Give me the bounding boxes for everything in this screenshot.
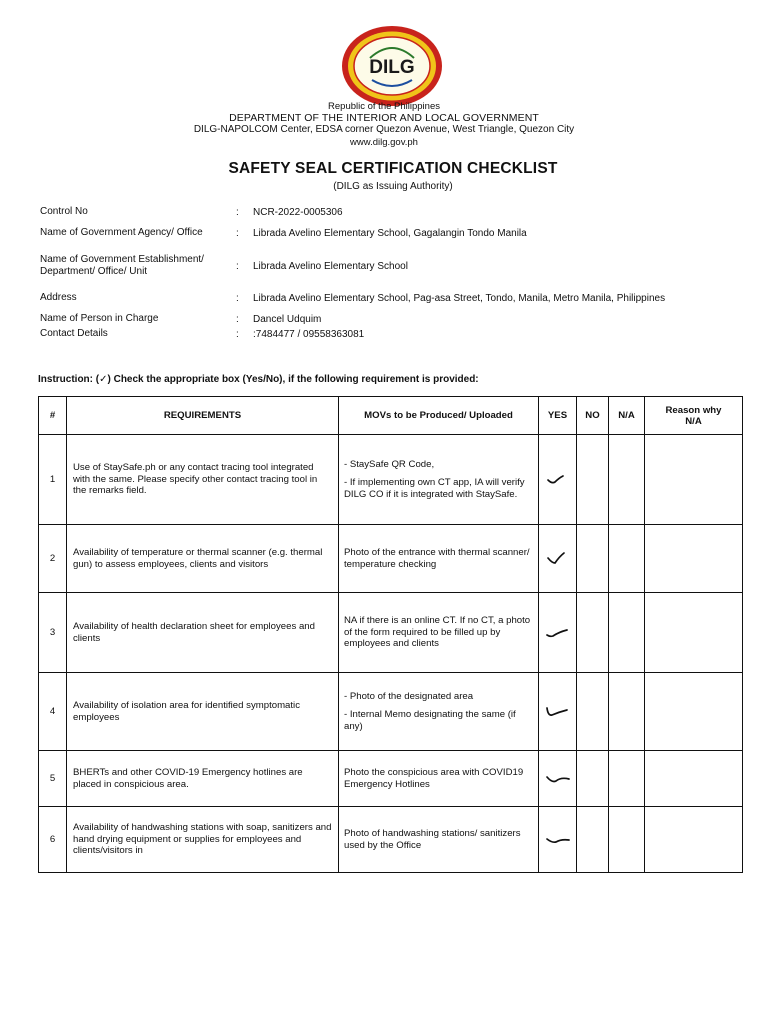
contact-value: :7484477 / 09558363081 bbox=[253, 328, 365, 340]
info-colon: : bbox=[236, 260, 239, 272]
info-colon: : bbox=[236, 292, 239, 304]
requirement-text: Use of StaySafe.ph or any contact tracing tool integrated with the same. Please specify other contact tracing tool in the remarks field. bbox=[67, 435, 339, 525]
info-row-person bbox=[40, 311, 740, 327]
requirement-text: Availability of health declaration sheet for employees and clients bbox=[67, 593, 339, 673]
na-checkbox-cell[interactable] bbox=[609, 593, 645, 673]
check-mark-icon bbox=[545, 472, 571, 488]
establishment-value: Librada Avelino Elementary School bbox=[253, 260, 408, 272]
header-reason: Reason why N/A bbox=[645, 397, 743, 435]
table-row bbox=[39, 593, 743, 673]
header-yes: YES bbox=[539, 397, 577, 435]
info-label: Control No bbox=[40, 206, 88, 217]
info-colon: : bbox=[236, 313, 239, 325]
row-number: 5 bbox=[39, 751, 67, 807]
document-subtitle: (DILG as Issuing Authority) bbox=[333, 181, 453, 192]
republic-text: Republic of the Philippines bbox=[328, 101, 440, 112]
table-header-row bbox=[39, 397, 743, 435]
header-movs: MOVs to be Produced/ Uploaded bbox=[339, 397, 539, 435]
check-mark-icon bbox=[545, 771, 571, 787]
table-row bbox=[39, 673, 743, 751]
movs-cell bbox=[339, 435, 539, 525]
check-mark-icon bbox=[545, 832, 571, 848]
requirement-text: Availability of handwashing stations with soap, sanitizers and hand drying equipment or supplies for employees and clients/visitors in bbox=[67, 807, 339, 873]
info-row-contact bbox=[40, 327, 740, 341]
yes-checkbox-cell[interactable] bbox=[539, 751, 577, 807]
requirement-text: Availability of temperature or thermal scanner (e.g. thermal gun) to assess employees, clients and visitors bbox=[67, 525, 339, 593]
reason-cell[interactable] bbox=[645, 751, 743, 807]
na-checkbox-cell[interactable] bbox=[609, 751, 645, 807]
mov-item: NA if there is an online CT. If no CT, a photo of the form required to be filled up by employees and clients bbox=[344, 615, 531, 650]
row-number: 1 bbox=[39, 435, 67, 525]
reason-cell[interactable] bbox=[645, 435, 743, 525]
row-number: 3 bbox=[39, 593, 67, 673]
reason-cell[interactable] bbox=[645, 673, 743, 751]
person-value: Dancel Udquim bbox=[253, 313, 322, 325]
department-website: www.dilg.gov.ph bbox=[350, 137, 418, 148]
control-no-value: NCR-2022-0005306 bbox=[253, 206, 343, 218]
info-label: Name of Person in Charge bbox=[40, 313, 159, 324]
info-label: Name of Government Agency/ Office bbox=[40, 227, 203, 238]
mov-item: - Photo of the designated area bbox=[344, 690, 474, 702]
requirement-text: Availability of isolation area for identified symptomatic employees bbox=[67, 673, 339, 751]
yes-checkbox-cell[interactable] bbox=[539, 525, 577, 593]
no-checkbox-cell[interactable] bbox=[577, 751, 609, 807]
reason-cell[interactable] bbox=[645, 593, 743, 673]
mov-item: Photo of handwashing stations/ sanitizers used by the Office bbox=[344, 828, 521, 851]
check-mark-icon bbox=[545, 551, 571, 567]
info-row-address bbox=[40, 285, 740, 311]
info-block bbox=[40, 205, 740, 341]
mov-item: Photo of the entrance with thermal scanner/ temperature checking bbox=[344, 547, 530, 570]
no-checkbox-cell[interactable] bbox=[577, 593, 609, 673]
row-number: 6 bbox=[39, 807, 67, 873]
mov-item: - Internal Memo designating the same (if any) bbox=[344, 709, 516, 732]
no-checkbox-cell[interactable] bbox=[577, 807, 609, 873]
na-checkbox-cell[interactable] bbox=[609, 673, 645, 751]
header-requirements: REQUIREMENTS bbox=[67, 397, 339, 435]
info-colon: : bbox=[236, 328, 239, 340]
requirements-table bbox=[38, 396, 743, 873]
info-label: Address bbox=[40, 292, 77, 303]
info-colon: : bbox=[236, 227, 239, 239]
check-mark-icon bbox=[545, 704, 571, 720]
table-row bbox=[39, 435, 743, 525]
department-address: DILG-NAPOLCOM Center, EDSA corner Quezon Avenue, West Triangle, Quezon City bbox=[193, 124, 575, 135]
instruction-text: Instruction: (✓) Check the appropriate box (Yes/No), if the following requirement is provided: bbox=[38, 374, 479, 385]
yes-checkbox-cell[interactable] bbox=[539, 673, 577, 751]
movs-cell bbox=[339, 751, 539, 807]
no-checkbox-cell[interactable] bbox=[577, 673, 609, 751]
mov-item: - If implementing own CT app, IA will verify DILG CO if it is integrated with StaySafe. bbox=[344, 477, 525, 500]
department-name: DEPARTMENT OF THE INTERIOR AND LOCAL GOVERNMENT bbox=[229, 112, 539, 124]
header-na: N/A bbox=[609, 397, 645, 435]
row-number: 4 bbox=[39, 673, 67, 751]
address-value: Librada Avelino Elementary School, Pag-asa Street, Tondo, Manila, Metro Manila, Philippines bbox=[253, 292, 666, 304]
no-checkbox-cell[interactable] bbox=[577, 525, 609, 593]
info-row-agency bbox=[40, 219, 740, 247]
info-label: Name of Government Establishment/ Department/ Office/ Unit bbox=[40, 254, 204, 277]
row-number: 2 bbox=[39, 525, 67, 593]
table-row bbox=[39, 751, 743, 807]
check-mark-icon bbox=[545, 625, 571, 641]
header-no: NO bbox=[577, 397, 609, 435]
requirement-text: BHERTs and other COVID-19 Emergency hotlines are placed in conspicious area. bbox=[67, 751, 339, 807]
na-checkbox-cell[interactable] bbox=[609, 435, 645, 525]
table-row bbox=[39, 525, 743, 593]
info-label: Contact Details bbox=[40, 328, 108, 339]
info-row-control-no bbox=[40, 205, 740, 219]
mov-item: Photo the conspicious area with COVID19 Emergency Hotlines bbox=[344, 767, 524, 790]
mov-item: - StaySafe QR Code, bbox=[344, 458, 435, 470]
reason-cell[interactable] bbox=[645, 525, 743, 593]
movs-cell bbox=[339, 673, 539, 751]
movs-cell bbox=[339, 593, 539, 673]
yes-checkbox-cell[interactable] bbox=[539, 593, 577, 673]
movs-cell bbox=[339, 807, 539, 873]
reason-cell[interactable] bbox=[645, 807, 743, 873]
agency-value: Librada Avelino Elementary School, Gagalangin Tondo Manila bbox=[253, 227, 527, 239]
seal-text: DILG bbox=[369, 57, 415, 78]
info-row-establishment bbox=[40, 247, 740, 285]
movs-cell bbox=[339, 525, 539, 593]
yes-checkbox-cell[interactable] bbox=[539, 435, 577, 525]
info-colon: : bbox=[236, 206, 239, 218]
na-checkbox-cell[interactable] bbox=[609, 807, 645, 873]
document-title: SAFETY SEAL CERTIFICATION CHECKLIST bbox=[228, 160, 558, 177]
no-checkbox-cell[interactable] bbox=[577, 435, 609, 525]
table-row bbox=[39, 807, 743, 873]
na-checkbox-cell[interactable] bbox=[609, 525, 645, 593]
dilg-seal-logo bbox=[340, 24, 444, 108]
header-num: # bbox=[39, 397, 67, 435]
yes-checkbox-cell[interactable] bbox=[539, 807, 577, 873]
